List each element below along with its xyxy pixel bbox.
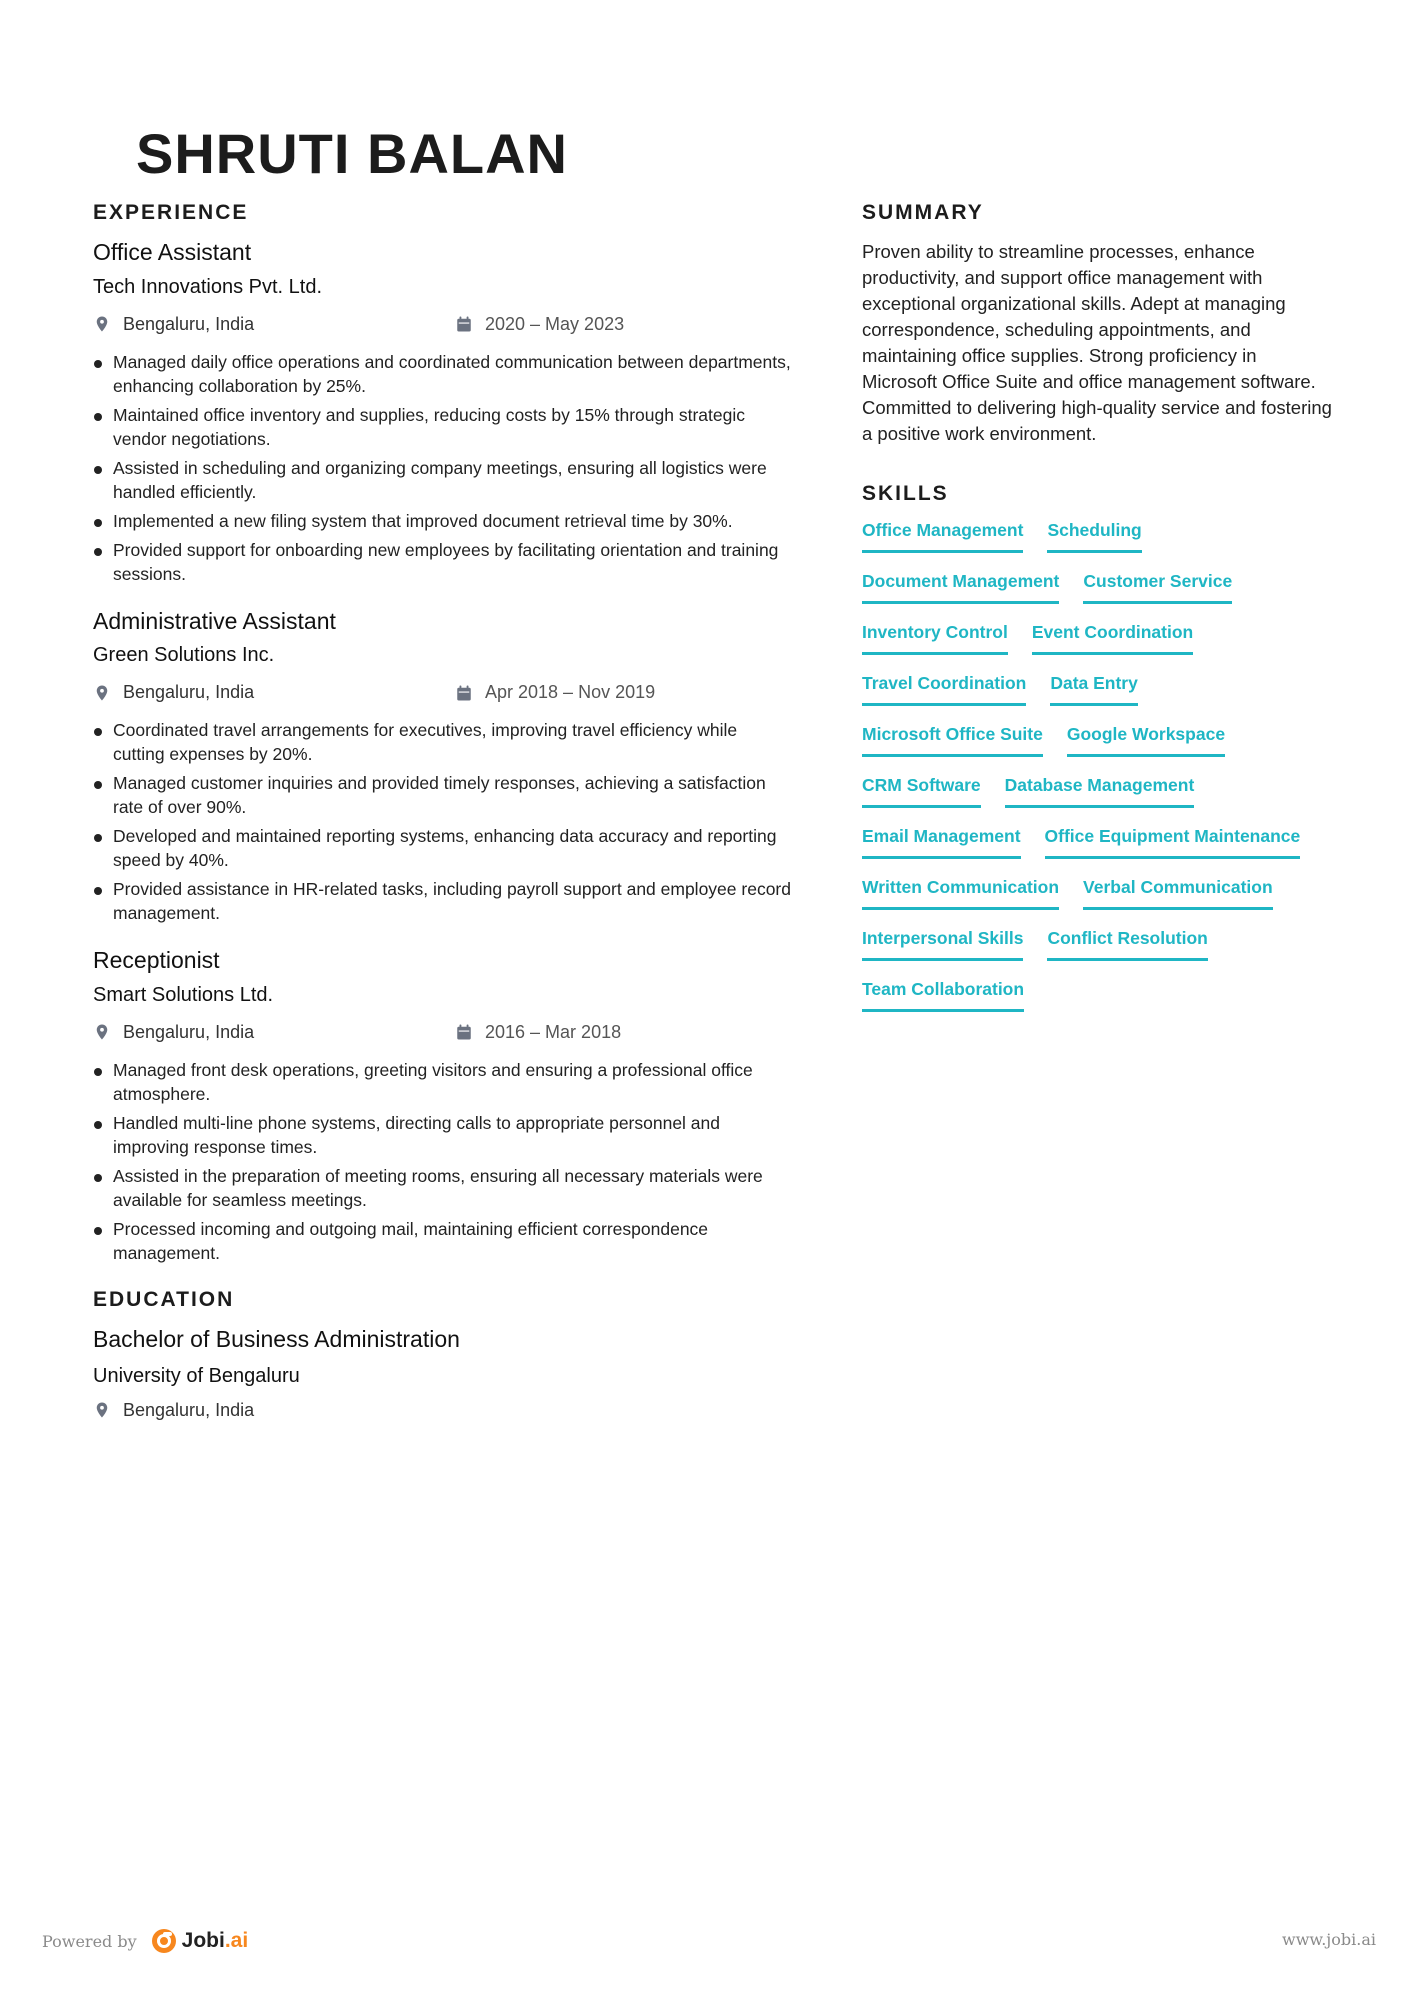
job-title: Receptionist [93,947,220,974]
skill-tag: Conflict Resolution [1047,928,1207,961]
job-bullet: Implemented a new filing system that improved document retrieval time by 30%. [93,509,793,533]
education-location [93,1400,254,1421]
job-title: Administrative Assistant [93,607,336,634]
location-pin-icon [93,1023,111,1041]
job-bullet: Coordinated travel arrangements for executives, improving travel efficiency while cutting expenses by 20%. [93,718,793,766]
job-bullet: Assisted in the preparation of meeting rooms, ensuring all necessary materials were available for seamless meetings. [93,1164,793,1212]
jobi-logo-icon [151,1928,177,1954]
education-location-text: Bengaluru, India [123,1399,255,1420]
job-location [93,1022,254,1043]
skill-tag: Scheduling [1047,520,1141,553]
job-bullet: Provided support for onboarding new employees by facilitating orientation and training sessions. [93,538,793,586]
job-bullets [93,1058,793,1265]
skill-tag: Interpersonal Skills [862,928,1023,961]
skill-tag: Office Management [862,520,1023,553]
job-company: Tech Innovations Pvt. Ltd. [93,275,323,298]
job-bullet: Developed and maintained reporting systems, enhancing data accuracy and reporting speed by 40%. [93,824,793,872]
calendar-icon [455,684,473,702]
job-bullet: Assisted in scheduling and organizing company meetings, ensuring all logistics were handled efficiently. [93,456,793,504]
summary-section-title: SUMMARY [862,201,984,224]
job-entry [93,947,793,1265]
skills-list [862,520,1332,1012]
job-bullet: Managed front desk operations, greeting visitors and ensuring a professional office atmosphere. [93,1058,793,1106]
job-dates-text: 2020 – May 2023 [485,313,625,334]
left-column [93,200,793,1436]
job-meta [93,1022,793,1048]
skill-tag: Customer Service [1083,571,1232,604]
job-bullet: Managed customer inquiries and provided timely responses, achieving a satisfaction rate of over 90%. [93,771,793,819]
footer-website-link[interactable]: www.jobi.ai [1282,1930,1376,1949]
job-bullets [93,718,793,925]
job-company: Smart Solutions Ltd. [93,983,274,1006]
job-entry [93,608,793,926]
job-title: Office Assistant [93,239,252,266]
education-meta [93,1400,793,1426]
summary-text: Proven ability to streamline processes, enhance productivity, and support office management with exceptional organizational skills. Adept at managing correspondence, scheduling appointments, and maintaining office supplies. Strong proficiency in Microsoft Office Suite and office management software. Committed to delivering high-quality service and fostering a positive work environment. [862,241,1332,445]
job-entry [93,239,793,586]
job-bullet: Managed daily office operations and coordinated communication between departments, enhancing collaboration by 25%. [93,350,793,398]
jobi-logo[interactable] [151,1928,249,1954]
experience-section-title: EXPERIENCE [93,201,249,224]
skill-tag: Event Coordination [1032,622,1193,655]
calendar-icon [455,315,473,333]
skill-tag: Inventory Control [862,622,1008,655]
job-bullet: Processed incoming and outgoing mail, maintaining efficient correspondence management. [93,1217,793,1265]
job-dates [455,682,655,703]
job-meta [93,682,793,708]
skill-tag: Database Management [1005,775,1195,808]
location-pin-icon [93,315,111,333]
job-dates [455,314,624,335]
education-degree: Bachelor of Business Administration [93,1326,460,1353]
skill-tag: Document Management [862,571,1059,604]
job-dates-text: 2016 – Mar 2018 [485,1021,622,1042]
job-bullet: Maintained office inventory and supplies, reducing costs by 15% through strategic vendor negotiations. [93,403,793,451]
jobi-logo-suffix: ai [230,1929,249,1952]
skill-tag: Written Communication [862,877,1059,910]
job-bullet: Handled multi-line phone systems, directing calls to appropriate personnel and improving response times. [93,1111,793,1159]
job-dates [455,1022,621,1043]
skill-tag: Team Collaboration [862,979,1024,1012]
job-location [93,314,254,335]
right-column [862,200,1332,1012]
education-section [93,1287,793,1426]
footer-powered-by [42,1928,248,1954]
location-pin-icon [93,684,111,702]
skill-tag: Verbal Communication [1083,877,1273,910]
experience-list [93,239,793,1265]
job-location [93,682,254,703]
skill-tag: Email Management [862,826,1021,859]
job-location-text: Bengaluru, India [123,313,255,334]
skill-tag: CRM Software [862,775,981,808]
job-bullets [93,350,793,586]
skill-tag: Travel Coordination [862,673,1026,706]
jobi-logo-main: Jobi [181,1929,225,1952]
job-dates-text: Apr 2018 – Nov 2019 [485,682,656,703]
jobi-logo-dot: . [224,1929,231,1952]
skill-tag: Data Entry [1050,673,1138,706]
job-location-text: Bengaluru, India [123,1021,255,1042]
skill-tag: Microsoft Office Suite [862,724,1043,757]
skill-tag: Office Equipment Maintenance [1045,826,1301,859]
education-school: University of Bengaluru [93,1364,300,1387]
calendar-icon [455,1023,473,1041]
powered-by-text: Powered by [42,1931,137,1951]
job-meta [93,314,793,340]
job-location-text: Bengaluru, India [123,682,255,703]
job-bullet: Provided assistance in HR-related tasks, including payroll support and employee record management. [93,877,793,925]
skill-tag: Google Workspace [1067,724,1225,757]
education-section-title: EDUCATION [93,1287,235,1311]
job-company: Green Solutions Inc. [93,644,275,667]
skills-section-title: SKILLS [862,482,949,506]
candidate-name: SHRUTI BALAN [136,126,568,176]
location-pin-icon [93,1401,111,1419]
